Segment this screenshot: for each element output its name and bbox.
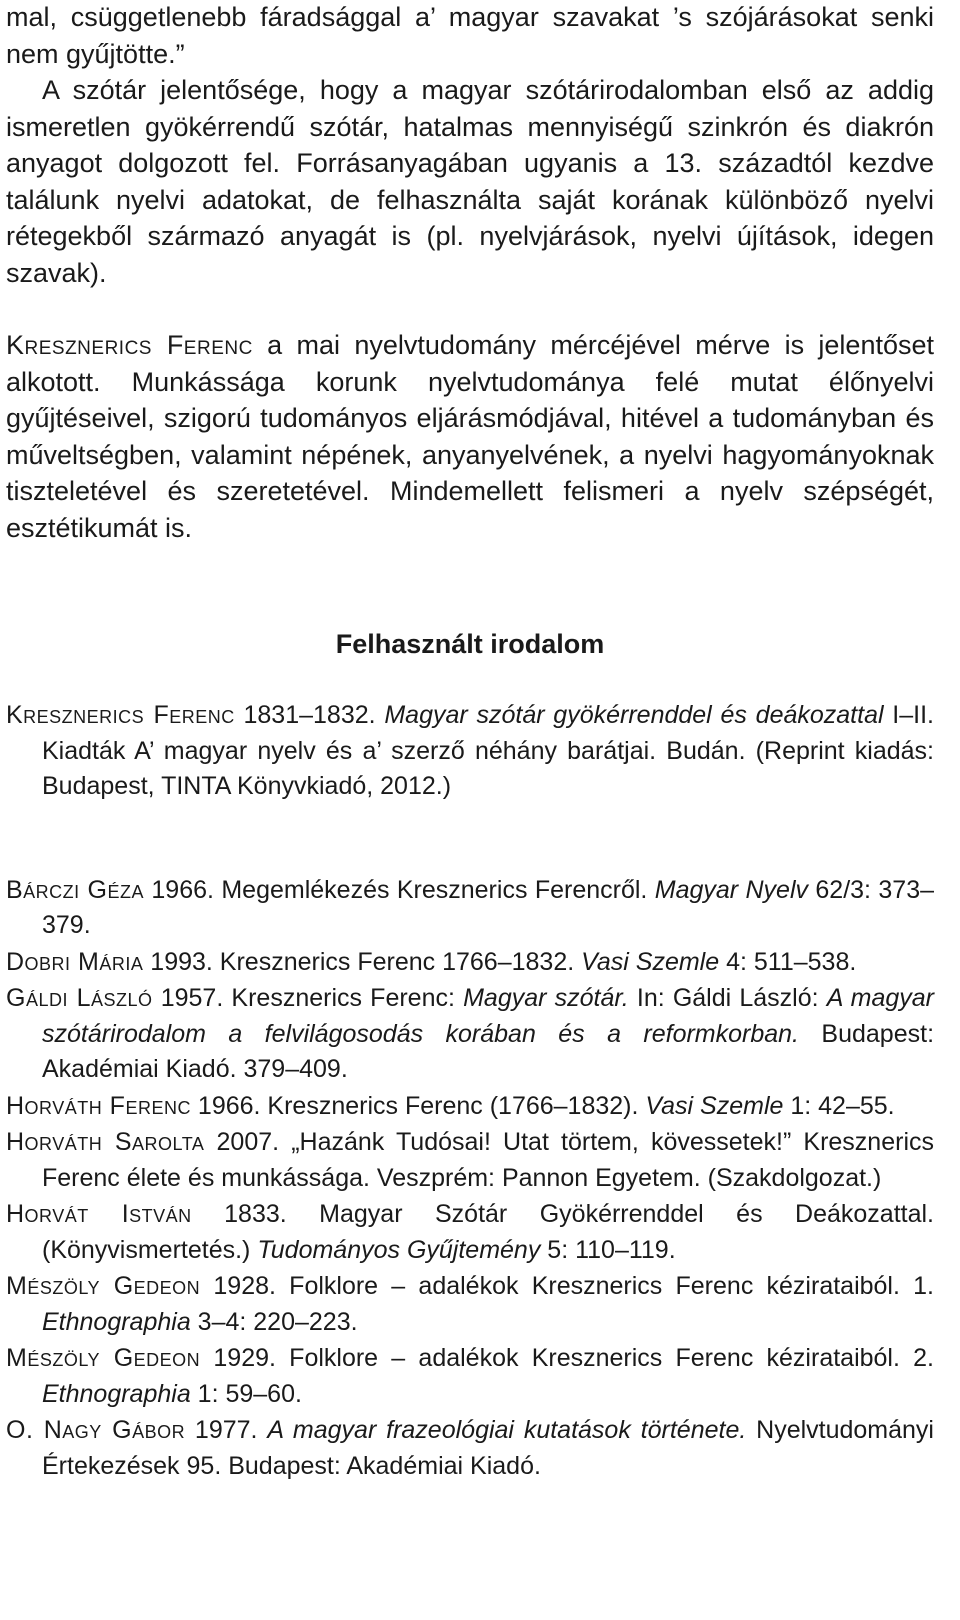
reference-text: 1833. Magyar Szótár Gyökérrenddel és Deákozattal. (Könyvismertetés.) [42, 1200, 935, 1264]
reference-author: Kresznerics Ferenc [6, 701, 235, 729]
reference-title: Magyar szótár gyökérrenddel és deákozattal [384, 701, 884, 729]
reference-author: Mészöly Gedeon [6, 1272, 201, 1300]
reference-author: Horváth Ferenc [6, 1091, 191, 1120]
paragraph-2 [6, 72, 934, 291]
reference-title: Vasi Szemle [581, 947, 720, 976]
reference-text: Budapest: Akadémiai Kiadó. 379–409. [42, 1019, 935, 1083]
paragraph-2-text: A szótár jelentősége, hogy a magyar szótárirodalomban első az addig ismeretlen gyökérrendű szótár, hatalmas mennyiségű szinkrón és diakrón anyagot dolgozott fel. Forrásanyagában ugyanis a 13. századtól kezdve találunk nyelvi adatokat, de felhasználta saját korának különböző nyelvi rétegekből származó anyagát is (pl. nyelvjárások, nyelvi újítások, idegen szavak). [6, 75, 934, 288]
reference-author: Dobri Mária [6, 947, 144, 976]
reference-item [6, 1125, 934, 1196]
paragraph-3 [6, 327, 934, 546]
reference-text: I–II. Kiadták A’ magyar nyelv és a’ szerző néhány barátjai. Budán. (Reprint kiadás: Budapest, TINTA Könyvkiadó, 2012.) [42, 701, 934, 800]
reference-title: Magyar Nyelv [654, 875, 809, 904]
reference-item [6, 1269, 934, 1340]
paragraph-1: mal, csüggetlenebb fáradsággal a’ magyar szavakat ’s szójárásokat senki nem gyűjtötte.” [6, 2, 934, 69]
reference-text: 62/3: 373–379. [42, 875, 934, 939]
reference-author: Horváth Sarolta [6, 1128, 205, 1156]
reference-item [6, 981, 934, 1088]
reference-text: 2007. „Hazánk Tudósai! Utat törtem, kövessetek!” Kresznerics Ferenc élete és munkássága. Veszprém: Pannon Egyetem. (Szakdolgozat.) [42, 1128, 934, 1192]
reference-author: Horvát István [6, 1200, 192, 1228]
reference-title: Magyar szótár. [463, 984, 629, 1012]
author-name: Kresznerics Ferenc [6, 330, 253, 360]
reference-title: Ethnographia [42, 1307, 191, 1336]
reference-text: 1993. Kresznerics Ferenc 1766–1832. [143, 947, 582, 976]
reference-author: Mészöly Gedeon [6, 1344, 201, 1372]
reference-title: A magyar frazeológiai kutatások története. [267, 1416, 747, 1444]
reference-author: Bárczi Géza [6, 875, 145, 904]
reference-item [6, 1197, 934, 1268]
reference-item [6, 945, 934, 981]
reference-text: 1966. Megemlékezés Kresznerics Ferencről. [144, 875, 655, 904]
reference-text: 1977. [185, 1416, 268, 1444]
reference-text: 1: 59–60. [190, 1379, 302, 1408]
reference-item [6, 1089, 934, 1125]
reference-item [6, 1341, 934, 1412]
reference-text: 3–4: 220–223. [190, 1307, 358, 1336]
reference-title: Vasi Szemle [645, 1091, 784, 1120]
reference-item [6, 698, 934, 805]
reference-item [6, 1413, 934, 1484]
paragraph-3-text: a mai nyelvtudomány mércéjével mérve is jelentőset alkotott. Munkássága korunk nyelvtudománya felé mutat élőnyelvi gyűjtéseivel, szigorú tudományos eljárásmódjával, hitével a tudományban és műveltségben, valamint népének, anyanyelvének, a nyelvi hagyományoknak tiszteletével és szeretetével. Mindemellett felismeri a nyelv szépségét, esztétikumát is. [6, 330, 934, 543]
reference-title: Tudományos Gyűjtemény [257, 1235, 541, 1264]
reference-item [6, 873, 934, 944]
reference-text: 1966. Kresznerics Ferenc (1766–1832). [190, 1091, 646, 1120]
reference-text: 1957. Kresznerics Ferenc: [152, 984, 464, 1012]
reference-text: 1928. Folklore – adalékok Kresznerics Ferenc kézirataiból. 1. [200, 1272, 934, 1300]
reference-text: 1929. Folklore – adalékok Kresznerics Ferenc kézirataiból. 2. [200, 1344, 934, 1372]
reference-text: 5: 110–119. [540, 1235, 676, 1264]
reference-list [6, 698, 934, 1484]
reference-title: A magyar szótárirodalom a felvilágosodás korában és a reformkorban. [42, 984, 934, 1048]
reference-text: Nyelvtudományi Értekezések 95. Budapest: Akadémiai Kiadó. [42, 1416, 934, 1480]
reference-author: Gáldi László [6, 984, 153, 1012]
reference-text: 4: 511–538. [719, 947, 857, 976]
section-heading: Felhasznált irodalom [335, 629, 605, 659]
reference-author: O. Nagy Gábor [6, 1416, 186, 1444]
reference-title: Ethnographia [42, 1379, 191, 1408]
reference-text: In: Gáldi László: [628, 984, 827, 1012]
reference-text: 1: 42–55. [783, 1091, 895, 1120]
reference-text: 1831–1832. [234, 701, 385, 729]
